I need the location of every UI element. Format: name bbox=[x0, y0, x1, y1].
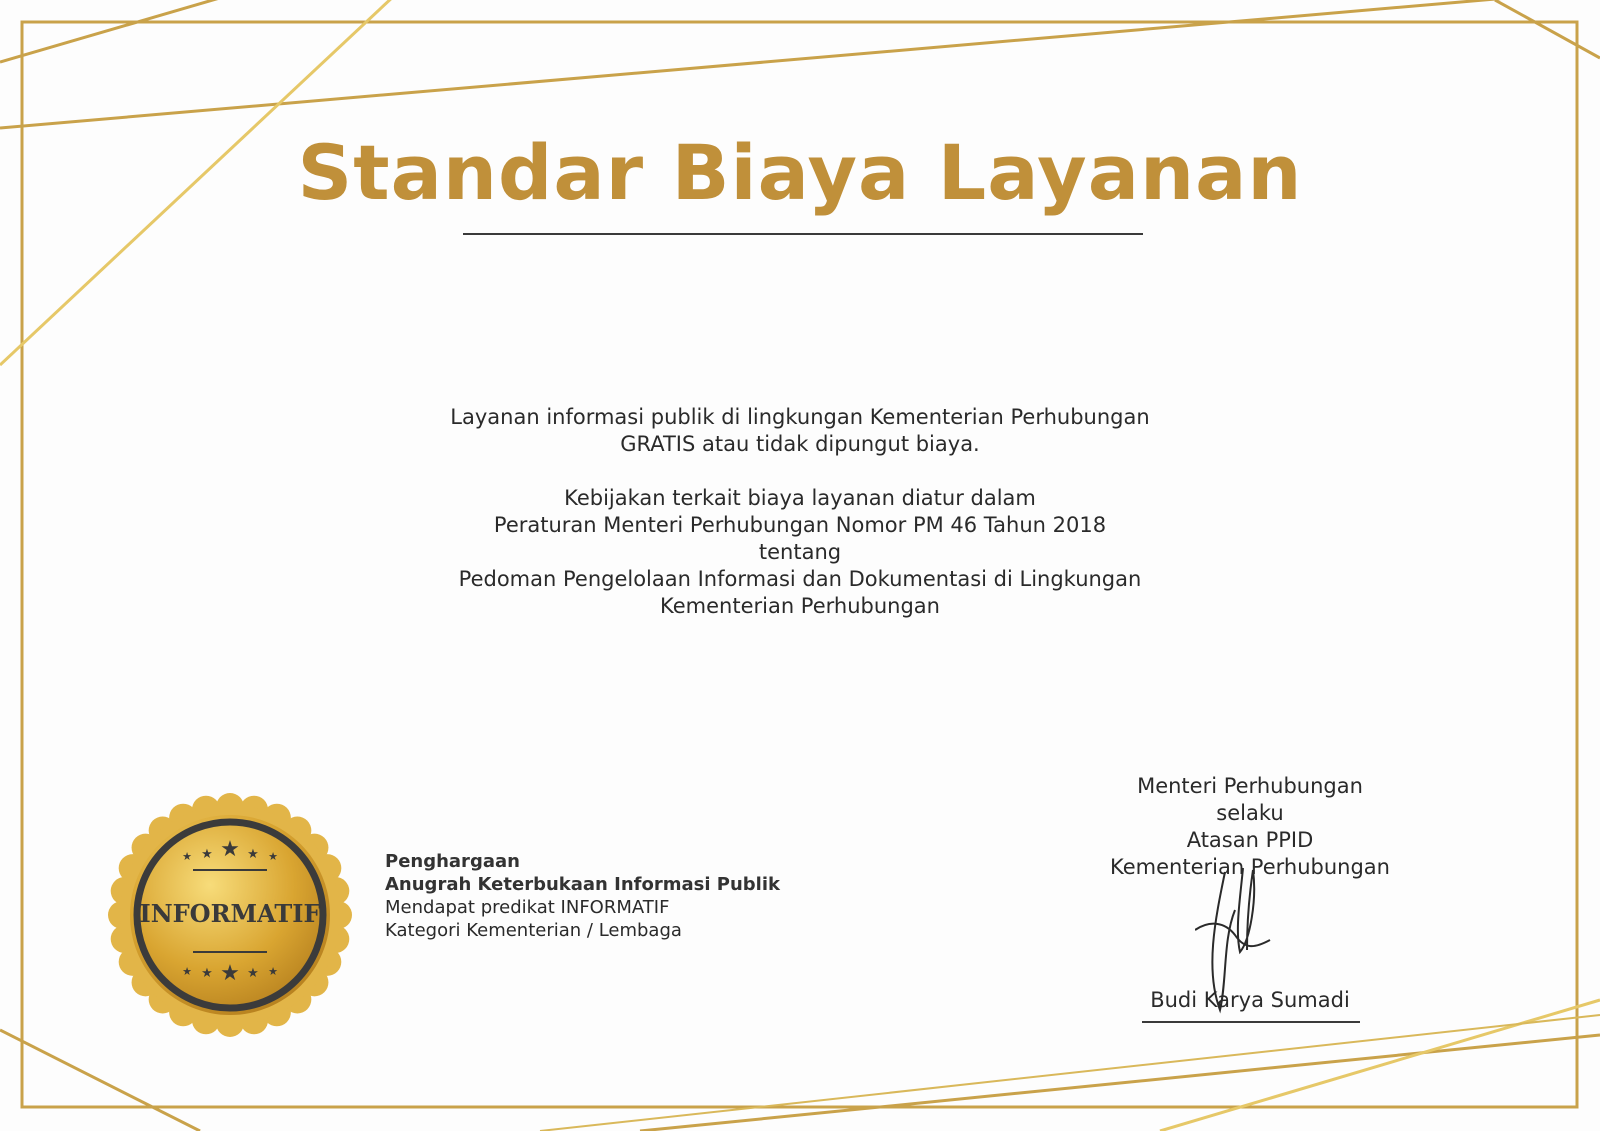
body-text-line: Pedoman Pengelolaan Informasi dan Dokumentasi di Lingkungan bbox=[458, 567, 1142, 591]
svg-text:★: ★ bbox=[201, 847, 213, 862]
signatory-position: Atasan PPID bbox=[1186, 828, 1314, 852]
award-category: Kategori Kementerian / Lembaga bbox=[385, 920, 682, 941]
body-text-line: GRATIS atau tidak dipungut biaya. bbox=[620, 432, 980, 456]
informatif-seal bbox=[105, 790, 355, 1040]
svg-text:★: ★ bbox=[201, 966, 213, 981]
svg-text:★: ★ bbox=[220, 837, 240, 862]
seal-label: INFORMATIF bbox=[139, 899, 321, 928]
award-heading: Penghargaan bbox=[385, 851, 520, 872]
signatory-position: Menteri Perhubungan bbox=[1137, 774, 1363, 798]
body-text-line: Kebijakan terkait biaya layanan diatur dalam bbox=[564, 486, 1036, 510]
svg-text:★: ★ bbox=[182, 965, 192, 978]
signatory-position: Kementerian Perhubungan bbox=[1110, 855, 1390, 879]
svg-text:★: ★ bbox=[247, 847, 259, 862]
award-name: Anugrah Keterbukaan Informasi Publik bbox=[385, 874, 780, 895]
svg-text:★: ★ bbox=[220, 961, 240, 986]
award-predicate: Mendapat predikat INFORMATIF bbox=[385, 897, 670, 918]
svg-text:★: ★ bbox=[268, 850, 278, 863]
title-underline bbox=[463, 233, 1143, 235]
body-text-line: Peraturan Menteri Perhubungan Nomor PM 46 Tahun 2018 bbox=[493, 513, 1107, 537]
svg-text:★: ★ bbox=[268, 965, 278, 978]
signatory-position: selaku bbox=[1216, 801, 1284, 825]
signatory-name: Budi Karya Sumadi bbox=[1150, 988, 1350, 1012]
svg-text:★: ★ bbox=[247, 966, 259, 981]
body-text-line: tentang bbox=[758, 540, 842, 564]
body-text-line: Kementerian Perhubungan bbox=[660, 594, 940, 618]
page-title: Standar Biaya Layanan bbox=[297, 128, 1303, 217]
body-text-line: Layanan informasi publik di lingkungan Kementerian Perhubungan bbox=[450, 405, 1150, 429]
svg-text:★: ★ bbox=[182, 850, 192, 863]
signature-underline bbox=[1142, 1021, 1360, 1023]
